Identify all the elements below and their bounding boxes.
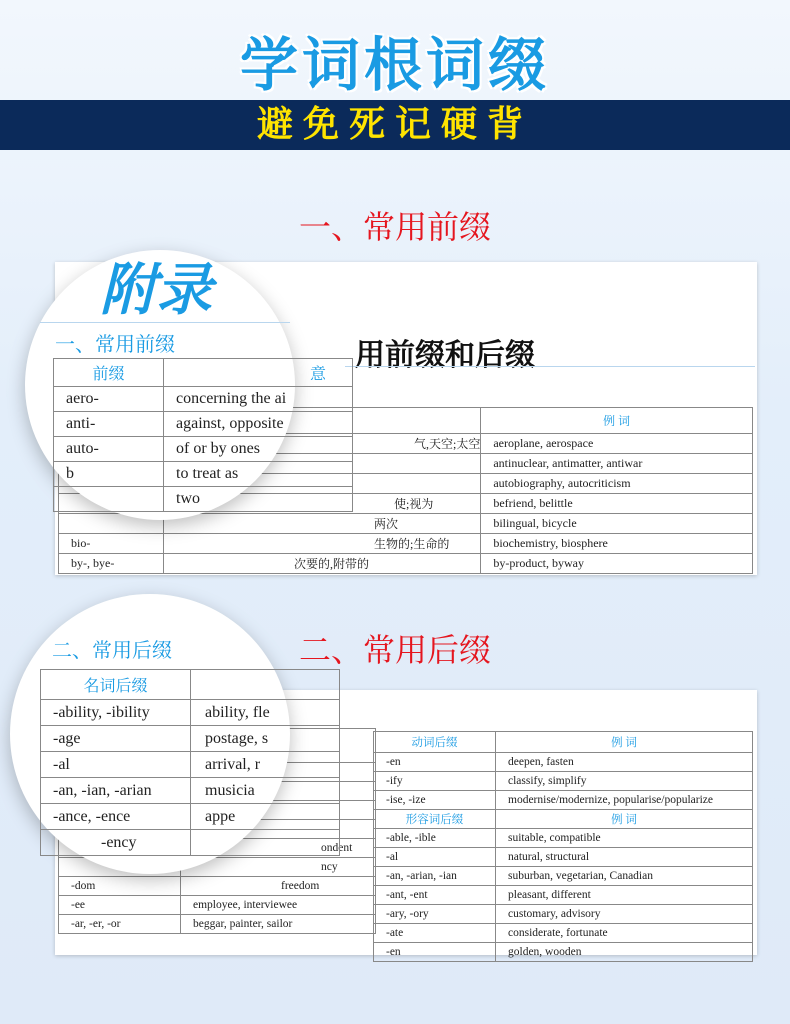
table-row bbox=[374, 943, 753, 962]
table-row bbox=[374, 924, 753, 943]
main-title: 学词根词缀 bbox=[239, 31, 550, 99]
suffix-cell: -an, -ian, -arian bbox=[41, 778, 191, 804]
example-cell: considerate, fortunate bbox=[496, 924, 753, 943]
example-header: 例 词 bbox=[496, 732, 753, 753]
prefix-cell bbox=[54, 487, 164, 512]
doc-title: 用前缀和后缀 bbox=[355, 338, 535, 373]
example-cell: freedom bbox=[181, 877, 376, 896]
table-row bbox=[374, 905, 753, 924]
meaning-cell: 气,天空;太空 bbox=[164, 434, 481, 454]
example-cell: deepen, fasten bbox=[496, 753, 753, 772]
prefix-cell: anti- bbox=[54, 412, 164, 437]
example-cell: aeroplane, aerospace bbox=[481, 434, 753, 454]
meaning-cell: 生物的;生命的 bbox=[164, 534, 481, 554]
example-cell: bilingual, bicycle bbox=[481, 514, 753, 534]
example-cell: postage, s bbox=[191, 726, 340, 752]
suffix-cell: -ee bbox=[59, 896, 181, 915]
meaning-cell: 使;视为 bbox=[164, 494, 481, 514]
prefix-cell: aero- bbox=[54, 387, 164, 412]
table-row bbox=[374, 848, 753, 867]
example-cell: ondent bbox=[181, 839, 376, 858]
section-heading-prefix: 一、常用前缀 bbox=[298, 208, 491, 246]
meaning-cell: against, opposite bbox=[164, 412, 353, 437]
prefix-cell: bio- bbox=[59, 534, 164, 554]
meaning-cell: concerning the ai bbox=[164, 387, 353, 412]
suffix-cell: -en bbox=[374, 943, 496, 962]
prefix-cell: auto- bbox=[54, 437, 164, 462]
table-row bbox=[374, 791, 753, 810]
example-cell: by-product, byway bbox=[481, 554, 753, 574]
suffix-cell: -ant, -ent bbox=[374, 886, 496, 905]
example-cell: suitable, compatible bbox=[496, 829, 753, 848]
suffix-cell: -ate bbox=[374, 924, 496, 943]
banner: 避免死记硬背 bbox=[0, 100, 790, 150]
example-cell: employee, interviewee bbox=[181, 896, 376, 915]
suffix-cell: -ify bbox=[374, 772, 496, 791]
meaning-cell: 次要的,附带的 bbox=[164, 554, 481, 574]
example-cell: golden, wooden bbox=[496, 943, 753, 962]
example-cell: customary, advisory bbox=[496, 905, 753, 924]
table-row bbox=[374, 867, 753, 886]
example-cell: pleasant, different bbox=[496, 886, 753, 905]
table-row bbox=[374, 886, 753, 905]
example-cell: appe bbox=[191, 804, 340, 830]
table-row bbox=[374, 829, 753, 848]
example-cell: arrival, r bbox=[191, 752, 340, 778]
example-cell: suburban, vegetarian, Canadian bbox=[496, 867, 753, 886]
prefix-header: 前缀 bbox=[54, 359, 164, 387]
suffix-cell: -able, -ible bbox=[374, 829, 496, 848]
suffix-cell: -ability, -ibility bbox=[41, 700, 191, 726]
example-cell: befriend, belittle bbox=[481, 494, 753, 514]
magnifier-prefix bbox=[25, 250, 326, 520]
noun-header: 名词后缀 bbox=[41, 670, 191, 700]
sub-heading: 一、常用前缀 bbox=[55, 332, 175, 356]
meaning-cell: 两次 bbox=[164, 514, 481, 534]
suffix-cell: -age bbox=[41, 726, 191, 752]
example-cell: classify, simplify bbox=[496, 772, 753, 791]
example-cell: ability, fle bbox=[191, 700, 340, 726]
example-cell: modernise/modernize, popularise/popularize bbox=[496, 791, 753, 810]
verb-adj-suffix-table bbox=[373, 731, 753, 962]
example-cell: autobiography, autocriticism bbox=[481, 474, 753, 494]
example-cell: musicia bbox=[191, 778, 340, 804]
example-cell: natural, structural bbox=[496, 848, 753, 867]
sub-heading: 二、常用后缀 bbox=[52, 638, 172, 662]
suffix-cell: -ency bbox=[41, 830, 191, 856]
prefix-cell: b bbox=[54, 462, 164, 487]
suffix-cell: -al bbox=[374, 848, 496, 867]
meaning-cell: to treat as bbox=[164, 462, 353, 487]
example-cell: beggar, painter, sailor bbox=[181, 915, 376, 934]
suffix-cell: -ar, -er, -or bbox=[59, 915, 181, 934]
doc-title-big: 附录 bbox=[100, 258, 212, 323]
suffix-cell: -dom bbox=[59, 877, 181, 896]
example-cell: ncy bbox=[181, 858, 376, 877]
example-header: 例 词 bbox=[496, 810, 753, 829]
prefix-zoom-table bbox=[53, 358, 353, 512]
meaning-cell: of or by ones bbox=[164, 437, 353, 462]
examples-header: 例 词 bbox=[481, 408, 753, 434]
noun-zoom-table bbox=[40, 669, 340, 856]
suffix-cell: -al bbox=[41, 752, 191, 778]
meaning-header: 意 bbox=[164, 359, 353, 387]
prefix-cell: by-, bye- bbox=[59, 554, 164, 574]
suffix-cell: -ary, -ory bbox=[374, 905, 496, 924]
suffix-cell: -ance, -ence bbox=[41, 804, 191, 830]
verb-header: 动词后缀 bbox=[374, 732, 496, 753]
meaning-cell: two bbox=[164, 487, 353, 512]
adj-header: 形容词后缀 bbox=[374, 810, 496, 829]
table-row bbox=[374, 772, 753, 791]
example-cell: biochemistry, biosphere bbox=[481, 534, 753, 554]
table-row bbox=[374, 753, 753, 772]
suffix-cell: -en bbox=[374, 753, 496, 772]
section-heading-suffix: 二、常用后缀 bbox=[298, 631, 491, 669]
example-cell: antinuclear, antimatter, antiwar bbox=[481, 454, 753, 474]
suffix-cell: -an, -arian, -ian bbox=[374, 867, 496, 886]
magnifier-suffix bbox=[10, 594, 290, 874]
suffix-cell: -ise, -ize bbox=[374, 791, 496, 810]
